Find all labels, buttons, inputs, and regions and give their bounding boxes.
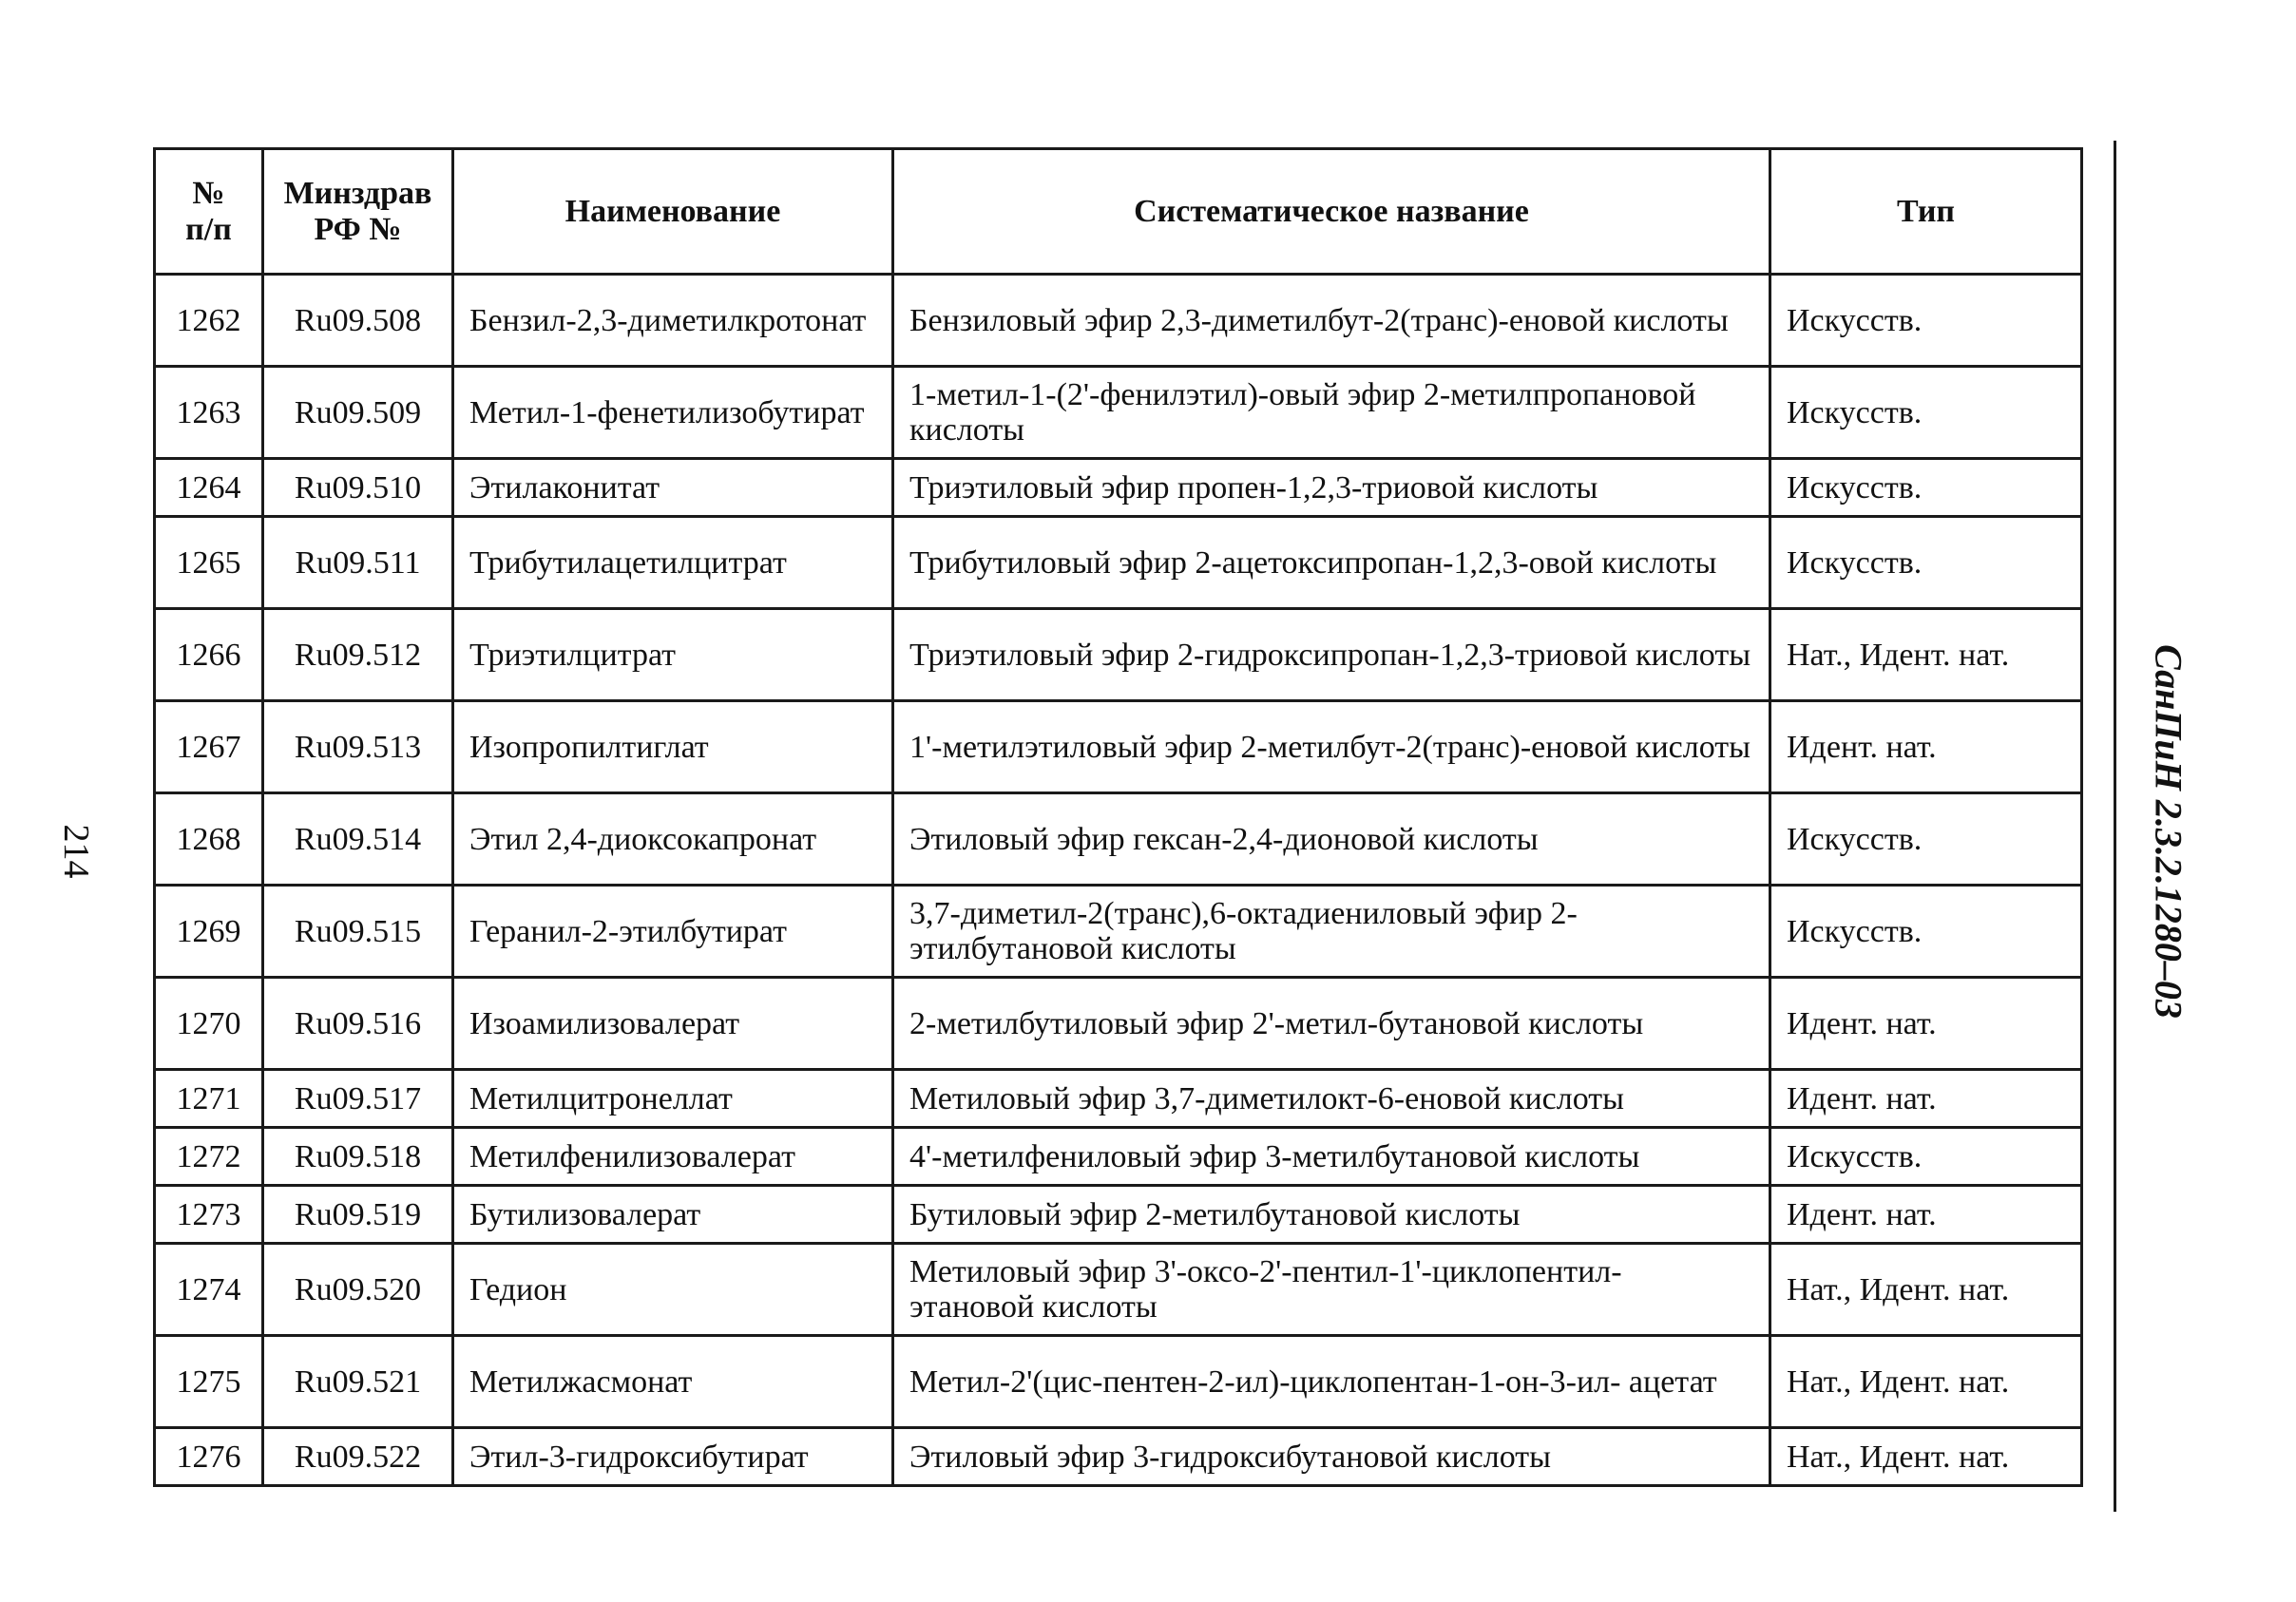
cell-name: Трибутилацетилцитрат: [453, 517, 893, 609]
running-title: СанПиН 2.3.2.1280–03: [2147, 644, 2191, 1019]
cell-number: 1270: [155, 978, 263, 1070]
cell-code: Ru09.515: [263, 886, 453, 978]
cell-number: 1264: [155, 459, 263, 517]
table-row: [155, 459, 2082, 517]
cell-name: Этилаконитат: [453, 459, 893, 517]
cell-type: Идент. нат.: [1770, 701, 2082, 793]
cell-systematic-name: Этиловый эфир гексан-2,4-дионовой кислоты: [893, 793, 1770, 886]
cell-code: Ru09.520: [263, 1244, 453, 1336]
table-row: [155, 1070, 2082, 1128]
margin-rule: [2114, 141, 2116, 1512]
table-header-row: [155, 149, 2082, 275]
table-row: [155, 275, 2082, 367]
table-row: [155, 978, 2082, 1070]
cell-type: Нат., Идент. нат.: [1770, 1336, 2082, 1428]
cell-number: 1276: [155, 1428, 263, 1486]
cell-name: Изоамилизовалерат: [453, 978, 893, 1070]
cell-type: Нат., Идент. нат.: [1770, 1428, 2082, 1486]
cell-name: Геранил-2-этилбутират: [453, 886, 893, 978]
table-body: [155, 275, 2082, 1486]
table-row: [155, 701, 2082, 793]
cell-type: Нат., Идент. нат.: [1770, 609, 2082, 701]
cell-number: 1267: [155, 701, 263, 793]
cell-code: Ru09.519: [263, 1186, 453, 1244]
substances-table: [153, 147, 2083, 1487]
cell-name: Изопропилтиглат: [453, 701, 893, 793]
cell-name: Триэтилцитрат: [453, 609, 893, 701]
cell-name: Метилцитронеллат: [453, 1070, 893, 1128]
cell-number: 1268: [155, 793, 263, 886]
cell-name: Этил 2,4-диоксокапронат: [453, 793, 893, 886]
cell-code: Ru09.509: [263, 367, 453, 459]
cell-systematic-name: 1-метил-1-(2'-фенилэтил)-овый эфир 2-метилпропановой кислоты: [893, 367, 1770, 459]
cell-name: Метил-1-фенетилизобутират: [453, 367, 893, 459]
page-number: 214: [56, 824, 96, 879]
cell-type: Идент. нат.: [1770, 978, 2082, 1070]
table-row: [155, 367, 2082, 459]
cell-number: 1265: [155, 517, 263, 609]
table-row: [155, 1336, 2082, 1428]
cell-type: Искусств.: [1770, 517, 2082, 609]
cell-name: Этил-3-гидроксибутират: [453, 1428, 893, 1486]
cell-type: Искусств.: [1770, 793, 2082, 886]
cell-code: Ru09.510: [263, 459, 453, 517]
cell-systematic-name: Метиловый эфир 3,7-диметилокт-6-еновой кислоты: [893, 1070, 1770, 1128]
cell-name: Бензил-2,3-диметилкротонат: [453, 275, 893, 367]
cell-number: 1262: [155, 275, 263, 367]
table-row: [155, 517, 2082, 609]
cell-systematic-name: 4'-метилфениловый эфир 3-метилбутановой кислоты: [893, 1128, 1770, 1186]
cell-type: Искусств.: [1770, 1128, 2082, 1186]
header-code-line1: Минздрав: [283, 175, 432, 211]
cell-code: Ru09.521: [263, 1336, 453, 1428]
cell-systematic-name: 2-метилбутиловый эфир 2'-метил-бутановой кислоты: [893, 978, 1770, 1070]
header-systematic-name: Систематическое название: [893, 149, 1770, 275]
cell-systematic-name: Бензиловый эфир 2,3-диметилбут-2(транс)-еновой кислоты: [893, 275, 1770, 367]
cell-code: Ru09.516: [263, 978, 453, 1070]
cell-type: Искусств.: [1770, 275, 2082, 367]
cell-code: Ru09.511: [263, 517, 453, 609]
header-ministry-code: [263, 149, 453, 275]
cell-systematic-name: Триэтиловый эфир пропен-1,2,3-триовой кислоты: [893, 459, 1770, 517]
cell-code: Ru09.512: [263, 609, 453, 701]
cell-code: Ru09.518: [263, 1128, 453, 1186]
cell-code: Ru09.514: [263, 793, 453, 886]
cell-code: Ru09.513: [263, 701, 453, 793]
table-row: [155, 1428, 2082, 1486]
table-row: [155, 793, 2082, 886]
cell-number: 1275: [155, 1336, 263, 1428]
cell-number: 1273: [155, 1186, 263, 1244]
header-number-line1: №: [192, 175, 225, 211]
cell-name: Метилфенилизовалерат: [453, 1128, 893, 1186]
cell-type: Искусств.: [1770, 459, 2082, 517]
header-code-line2: РФ №: [314, 211, 402, 247]
cell-number: 1263: [155, 367, 263, 459]
header-number-line2: п/п: [185, 211, 232, 247]
cell-systematic-name: Метил-2'(цис-пентен-2-ил)-циклопентан-1-он-3-ил- ацетат: [893, 1336, 1770, 1428]
cell-number: 1266: [155, 609, 263, 701]
cell-systematic-name: Бутиловый эфир 2-метилбутановой кислоты: [893, 1186, 1770, 1244]
table-row: [155, 609, 2082, 701]
header-number: [155, 149, 263, 275]
cell-type: Идент. нат.: [1770, 1070, 2082, 1128]
cell-number: 1271: [155, 1070, 263, 1128]
cell-systematic-name: Триэтиловый эфир 2-гидроксипропан-1,2,3-триовой кислоты: [893, 609, 1770, 701]
cell-number: 1269: [155, 886, 263, 978]
table-row: [155, 1186, 2082, 1244]
cell-systematic-name: Этиловый эфир 3-гидроксибутановой кислоты: [893, 1428, 1770, 1486]
cell-number: 1274: [155, 1244, 263, 1336]
cell-type: Искусств.: [1770, 886, 2082, 978]
header-type: Тип: [1770, 149, 2082, 275]
cell-systematic-name: 1'-метилэтиловый эфир 2-метилбут-2(транс)-еновой кислоты: [893, 701, 1770, 793]
header-name: Наименование: [453, 149, 893, 275]
cell-systematic-name: 3,7-диметил-2(транс),6-октадиениловый эфир 2-этилбутановой кислоты: [893, 886, 1770, 978]
cell-type: Нат., Идент. нат.: [1770, 1244, 2082, 1336]
cell-number: 1272: [155, 1128, 263, 1186]
cell-name: Бутилизовалерат: [453, 1186, 893, 1244]
cell-systematic-name: Трибутиловый эфир 2-ацетоксипропан-1,2,3-овой кислоты: [893, 517, 1770, 609]
table-row: [155, 886, 2082, 978]
cell-code: Ru09.522: [263, 1428, 453, 1486]
table-row: [155, 1244, 2082, 1336]
cell-code: Ru09.517: [263, 1070, 453, 1128]
cell-name: Метилжасмонат: [453, 1336, 893, 1428]
table-row: [155, 1128, 2082, 1186]
cell-code: Ru09.508: [263, 275, 453, 367]
cell-name: Гедион: [453, 1244, 893, 1336]
cell-systematic-name: Метиловый эфир 3'-оксо-2'-пентил-1'-циклопентил- этановой кислоты: [893, 1244, 1770, 1336]
cell-type: Идент. нат.: [1770, 1186, 2082, 1244]
cell-type: Искусств.: [1770, 367, 2082, 459]
